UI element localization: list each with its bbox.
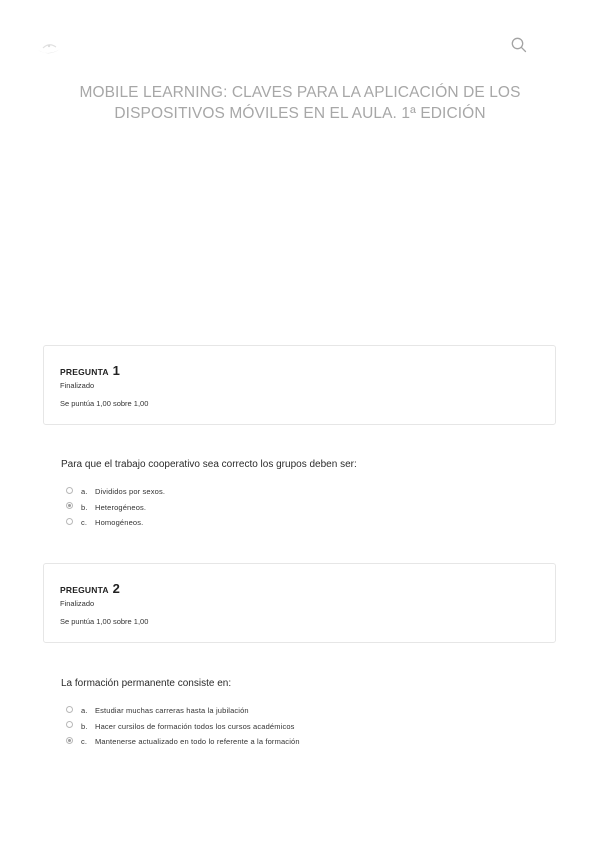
question-info-card: [43, 345, 556, 425]
question-text: La formación permanente consiste en:: [61, 678, 232, 689]
question-text: Para que el trabajo cooperativo sea correcto los grupos deben ser:: [61, 459, 357, 470]
answer-text: Hacer cursilos de formación todos los cursos académicos: [95, 721, 295, 731]
answer-text: Homogéneos.: [95, 518, 144, 528]
question-number: 1: [112, 363, 120, 378]
answer-letter: a.: [81, 487, 88, 497]
answer-option[interactable]: [66, 703, 300, 719]
answer-letter: b.: [81, 721, 88, 731]
question-label: PREGUNTA: [60, 585, 109, 595]
answer-text: Heterogéneos.: [95, 502, 147, 512]
question-number: 2: [112, 581, 120, 596]
question-grade: Se puntúa 1,00 sobre 1,00: [60, 617, 149, 626]
answer-option[interactable]: [66, 515, 165, 531]
answer-text: Divididos por sexos.: [95, 487, 166, 497]
radio-button-selected[interactable]: [66, 502, 73, 509]
answer-letter: c.: [81, 737, 88, 747]
question-info-card: [43, 563, 556, 643]
moodle-hat-logo-icon: [34, 38, 64, 58]
answer-text: Estudiar muchas carreras hasta la jubilación: [95, 706, 249, 716]
question-heading: [60, 358, 120, 380]
question-heading: [60, 576, 120, 598]
search-icon[interactable]: [510, 36, 528, 54]
answer-option[interactable]: [66, 484, 165, 500]
radio-button[interactable]: [66, 721, 73, 728]
radio-button[interactable]: [66, 487, 73, 494]
question-label: PREGUNTA: [60, 367, 109, 377]
answer-list: [66, 703, 300, 750]
answer-letter: a.: [81, 706, 88, 716]
answer-option[interactable]: [66, 734, 300, 750]
radio-button[interactable]: [66, 706, 73, 713]
question-state: Finalizado: [60, 599, 95, 608]
answer-letter: c.: [81, 518, 88, 528]
course-title: MOBILE LEARNING: CLAVES PARA LA APLICACIÓN DE LOS DISPOSITIVOS MÓVILES EN EL AULA. 1ª EDICIÓN: [79, 84, 521, 122]
question-grade: Se puntúa 1,00 sobre 1,00: [60, 399, 149, 408]
question-state: Finalizado: [60, 381, 95, 390]
radio-button[interactable]: [66, 518, 73, 525]
answer-text: Mantenerse actualizado en todo lo referente a la formación: [95, 737, 300, 747]
answer-option[interactable]: [66, 500, 165, 516]
answer-option[interactable]: [66, 719, 300, 735]
answer-list: [66, 484, 165, 531]
radio-button-selected[interactable]: [66, 737, 73, 744]
answer-letter: b.: [81, 502, 88, 512]
